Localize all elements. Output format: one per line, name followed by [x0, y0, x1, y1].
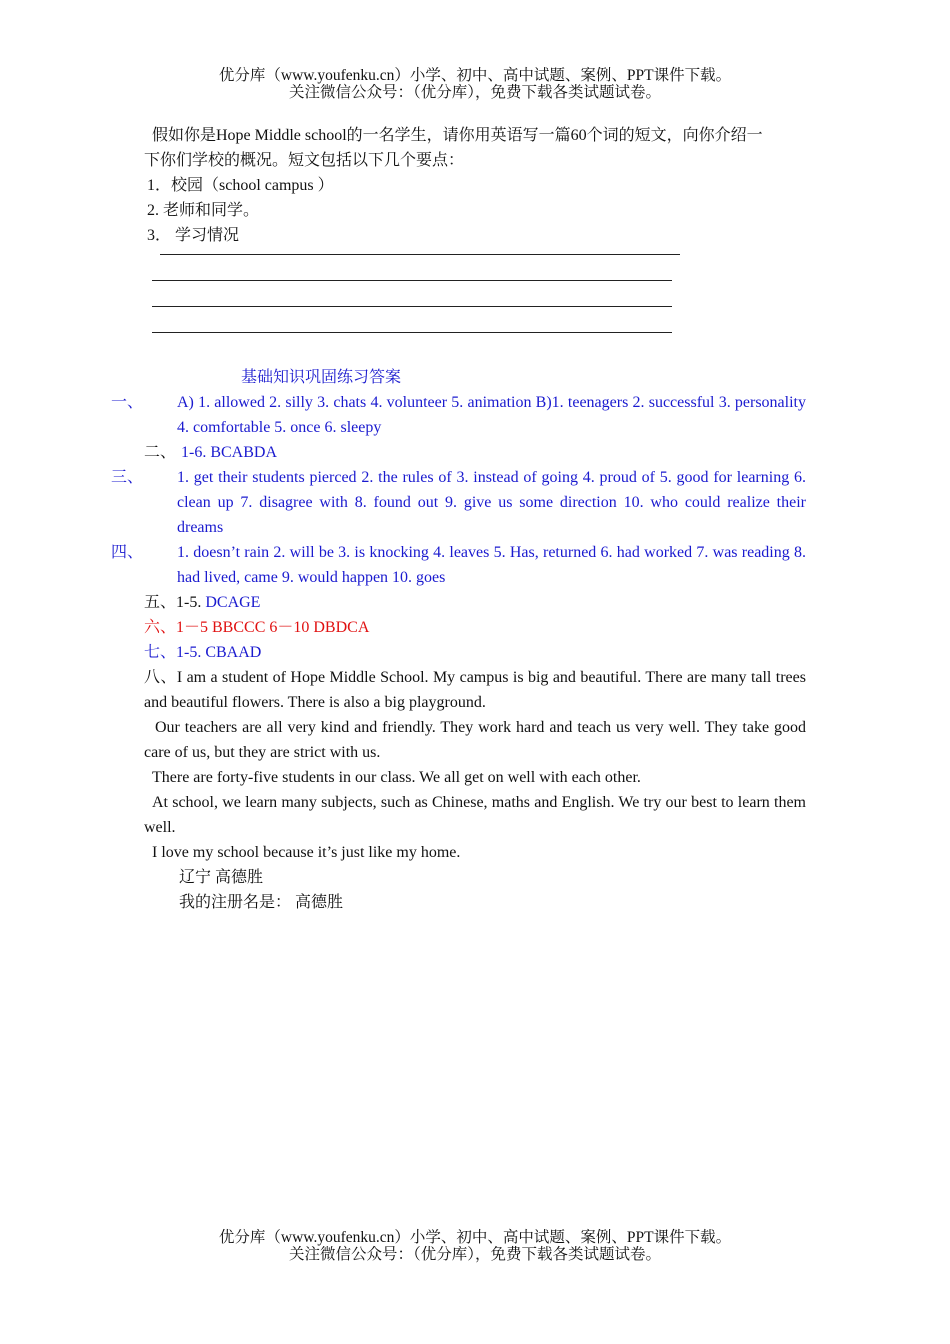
page-content	[111, 123, 806, 915]
footer-line-2: 关注微信公众号：（优分库），免费下载各类试题试卷。	[288, 1246, 661, 1263]
writing-line-1[interactable]	[160, 253, 680, 255]
answer-section-3	[111, 465, 806, 540]
essay-paragraph-3: There are forty-five students in our class. We all get on well with each other.	[152, 769, 641, 786]
header-line-1: 优分库（www.youfenku.cn）小学、初中、高中试题、案例、PPT课件下载。	[218, 67, 732, 84]
section-label: 四、	[111, 544, 144, 561]
essay-paragraph-4: At school, we learn many subjects, such as Chinese, maths and English. We try our best to learn them well.	[144, 794, 806, 836]
answer-section-1	[111, 390, 806, 440]
answer-section-7: 七、1-5. CBAAD	[144, 644, 262, 661]
writing-area[interactable]	[144, 253, 806, 333]
section-text: 1. get their students pierced 2. the rules of 3. instead of going 4. proud of 5. good for learning 6. clean up 7. disagree with 8. found out 9. give us some direction 10. who could realize their dreams	[177, 469, 806, 536]
section-text: DCAGE	[205, 594, 261, 611]
answer-section-8	[144, 665, 806, 715]
answer-section-6: 六、1－5 BBCCC 6－10 DBDCA	[144, 619, 370, 636]
section-text: A) 1. allowed 2. silly 3. chats 4. volunteer 5. animation B)1. teenagers 2. successful 3. personality 4. comfortable 5. once 6. sleepy	[177, 394, 806, 436]
writing-line-2[interactable]	[152, 279, 672, 281]
section-label: 五、1-5.	[144, 594, 202, 611]
footer-line-1: 优分库（www.youfenku.cn）小学、初中、高中试题、案例、PPT课件下载。	[218, 1229, 732, 1246]
task-intro-line-1: 假如你是Hope Middle school的一名学生，请你用英语写一篇60个词的短文，向你介绍一	[152, 127, 763, 144]
page-header	[0, 67, 950, 101]
section-label: 二、	[144, 444, 177, 461]
writing-line-4[interactable]	[152, 331, 672, 333]
signature-registration: 我的注册名是： 高德胜	[179, 894, 344, 911]
task-point-3: 3． 学习情况	[147, 227, 240, 244]
header-line-2: 关注微信公众号：（优分库），免费下载各类试题试卷。	[288, 84, 661, 101]
task-intro-line-2: 下你们学校的概况。短文包括以下几个要点：	[144, 152, 465, 169]
section-text: 1. doesn’t rain 2. will be 3. is knocking 4. leaves 5. Has, returned 6. had worked 7. was reading 8. had lived, came 9. would happen 10. goes	[177, 544, 806, 586]
essay-paragraph-2: Our teachers are all very kind and friendly. They work hard and teach us very well. They take good care of us, but they are strict with us.	[144, 719, 806, 761]
essay-paragraph-5: I love my school because it’s just like my home.	[152, 844, 461, 861]
section-label: 八、	[144, 669, 177, 686]
section-label: 三、	[111, 469, 144, 486]
section-text: 1-6. BCABDA	[181, 444, 278, 461]
task-point-2: 2. 老师和同学。	[147, 202, 260, 219]
section-label: 一、	[111, 394, 144, 411]
essay-paragraph-1: I am a student of Hope Middle School. My campus is big and beautiful. There are many tall trees and beautiful flowers. There is also a big playground.	[144, 669, 806, 711]
answer-section-5	[144, 590, 806, 615]
signature-location: 辽宁 高德胜	[179, 869, 264, 886]
page-footer	[0, 1229, 950, 1263]
answer-section-2	[144, 440, 806, 465]
task-point-1: 1．校园（school campus ）	[147, 177, 334, 194]
writing-line-3[interactable]	[152, 305, 672, 307]
answers-title: 基础知识巩固练习答案	[241, 369, 402, 386]
answer-section-4	[111, 540, 806, 590]
